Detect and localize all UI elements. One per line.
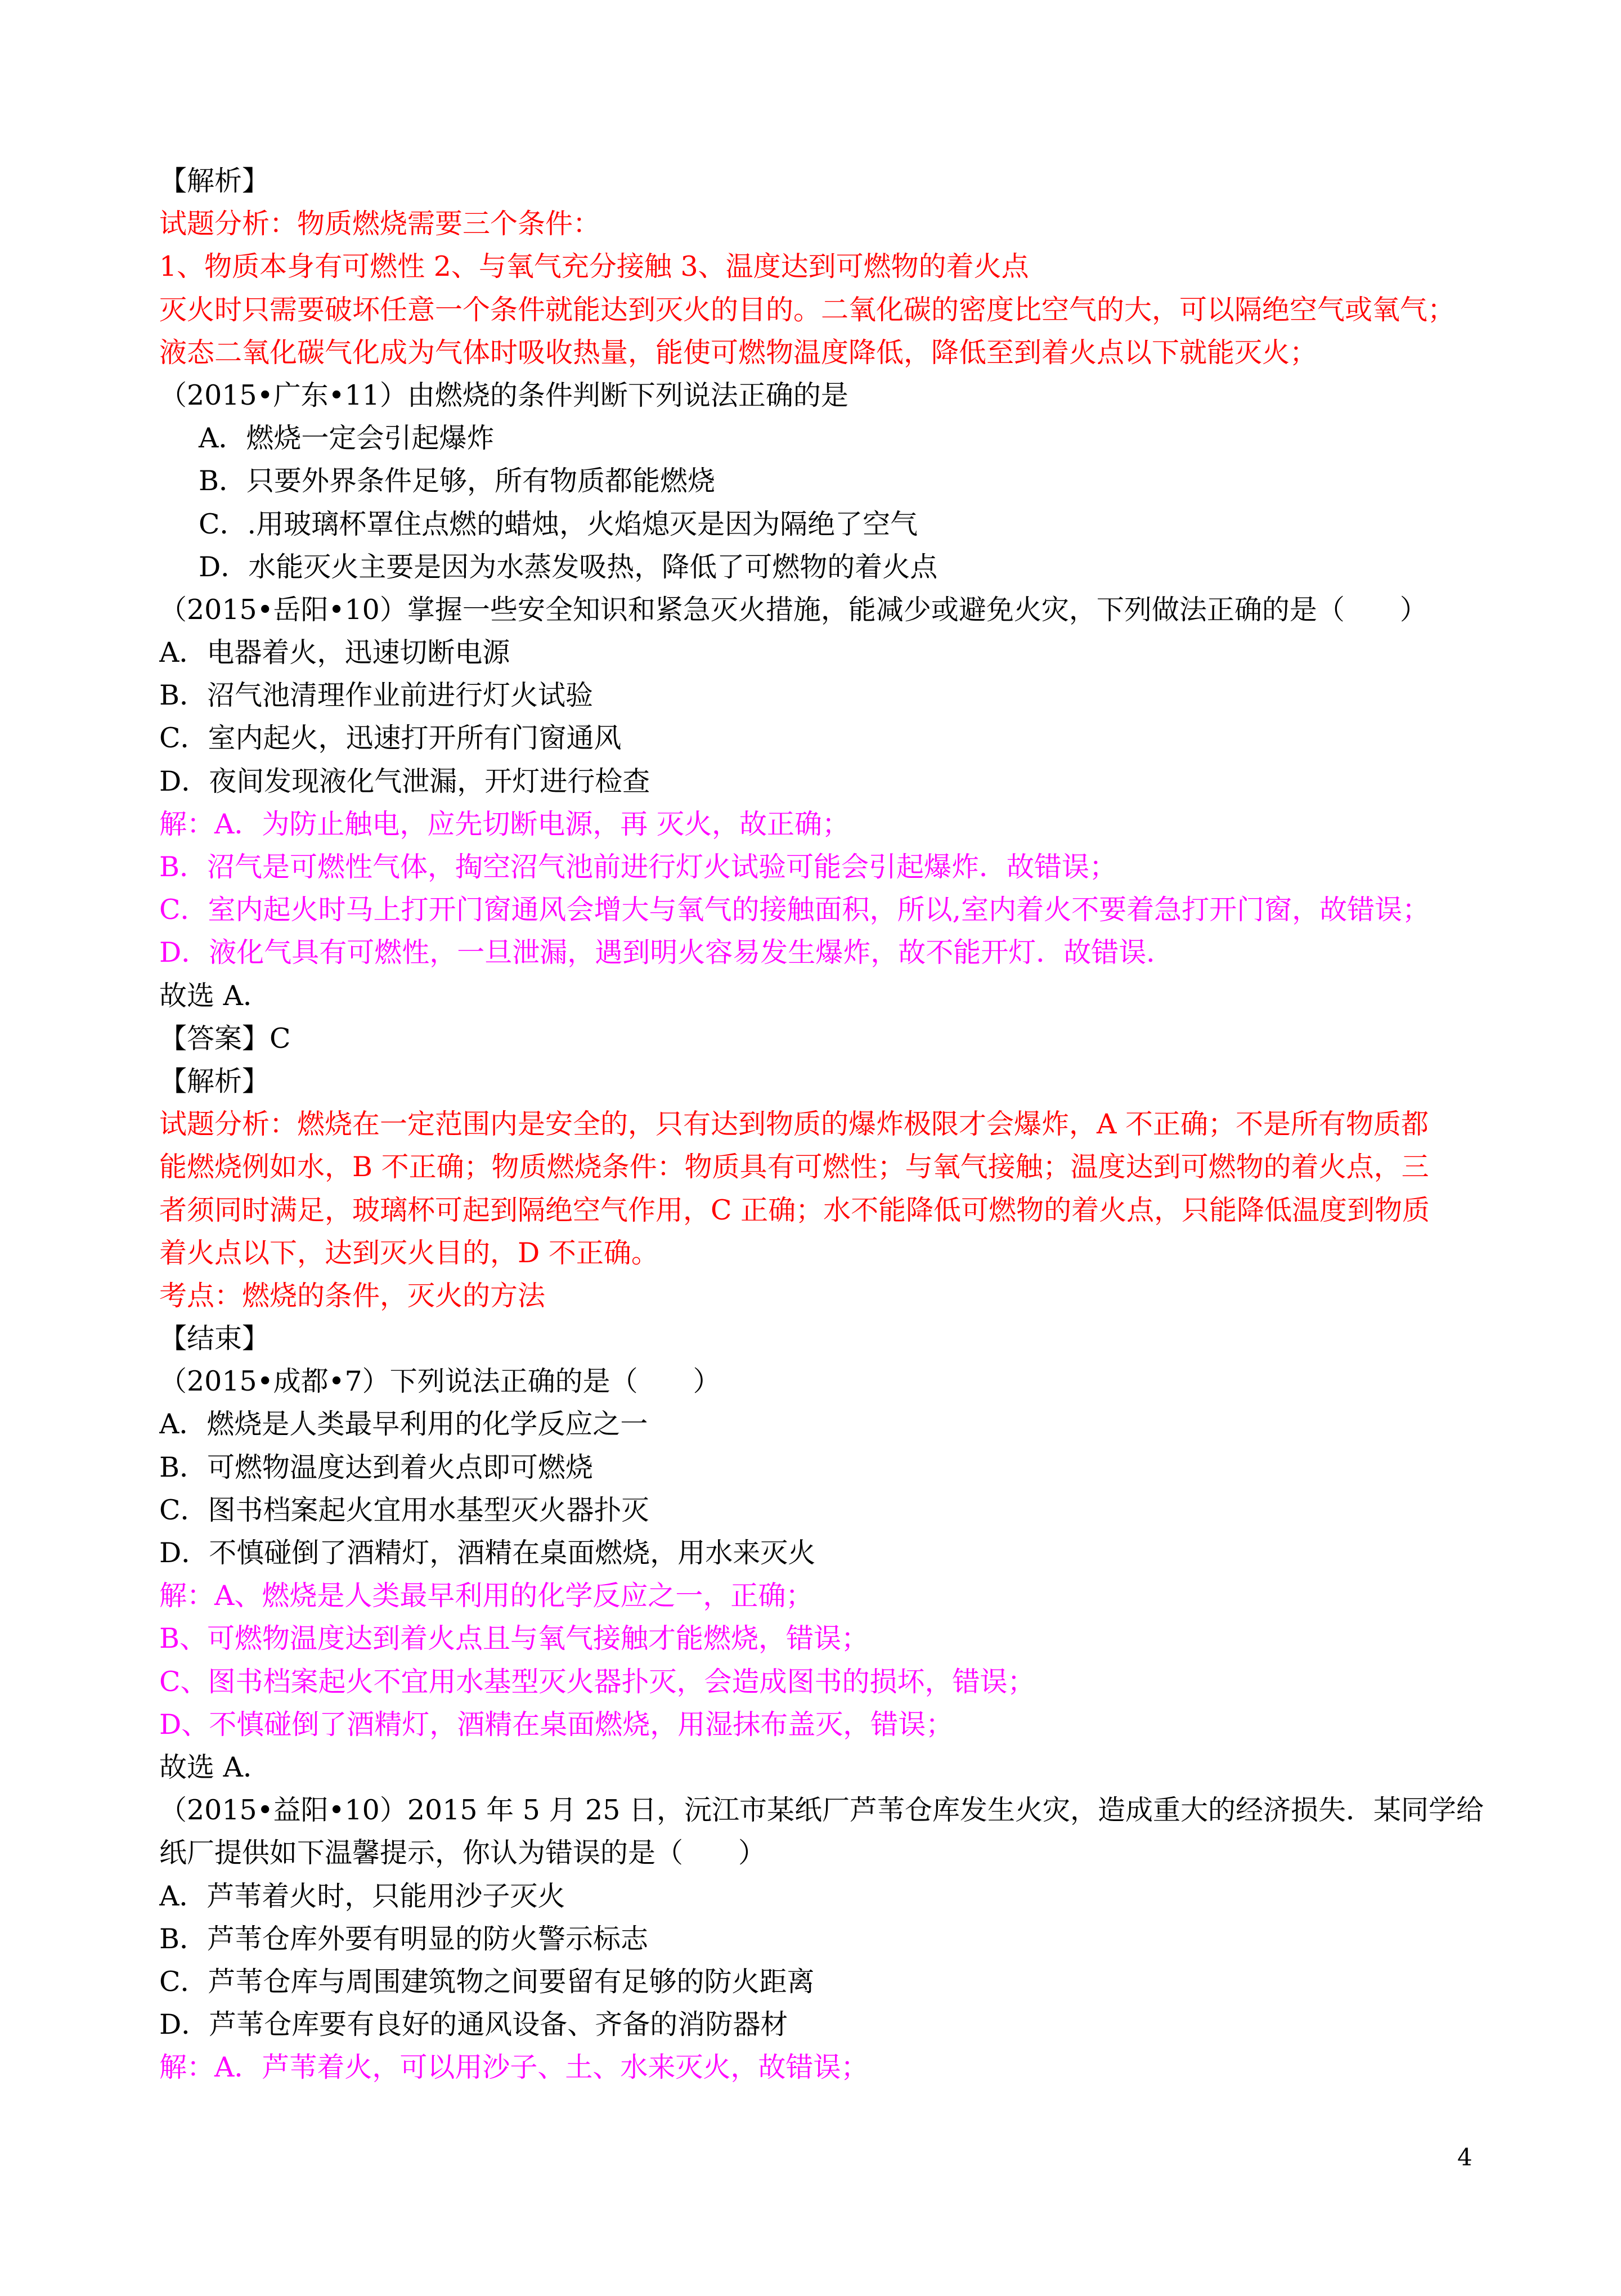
- option-c: C．芦苇仓库与周围建筑物之间要留有足够的防火距离: [159, 1965, 815, 1998]
- solution-line: D、不慎碰倒了酒精灯，酒精在桌面燃烧，用湿抹布盖灭，错误；: [159, 1708, 954, 1741]
- final-choice: 故选 A．: [159, 1751, 271, 1783]
- analysis-line: 试题分析：燃烧在一定范围内是安全的，只有达到物质的爆炸极限才会爆炸，A 不正确；不是所有物质都: [159, 1108, 1429, 1141]
- page-number: 4: [1457, 2143, 1472, 2171]
- final-choice: 故选 A．: [159, 979, 271, 1012]
- analysis-line: 1、物质本身有可燃性 2、与氧气充分接触 3、温度达到可燃物的着火点: [159, 250, 1029, 283]
- document-body: [159, 160, 1521, 2089]
- solution-line: C、图书档案起火不宜用水基型灭火器扑灭，会造成图书的损坏，错误；: [159, 1665, 1035, 1698]
- question-stem: （2015•岳阳•10）掌握一些安全知识和紧急灭火措施，能减少或避免火灾，下列做法正确的是（ ）: [159, 593, 1427, 626]
- option-c: C．.用玻璃杯罩住点燃的蜡烛，火焰熄灭是因为隔绝了空气: [199, 508, 918, 540]
- end-marker: 【结束】: [159, 1322, 270, 1355]
- analysis-line: 灭火时只需要破坏任意一个条件就能达到灭火的目的。二氧化碳的密度比空气的大，可以隔绝空气或氧气；: [159, 293, 1456, 326]
- solution-line: B、可燃物温度达到着火点且与氧气接触才能燃烧，错误；: [159, 1622, 869, 1655]
- analysis-line: 能燃烧例如水，B 不正确；物质燃烧条件：物质具有可燃性；与氧气接触；温度达到可燃物的着火点，三: [159, 1151, 1429, 1183]
- analysis-line: 试题分析：物质燃烧需要三个条件：: [159, 208, 601, 240]
- solution-line: 解：A．为防止触电，应先切断电源，再 灭火，故正确；: [159, 808, 850, 840]
- option-d: D．不慎碰倒了酒精灯，酒精在桌面燃烧，用水来灭火: [159, 1537, 816, 1569]
- option-b: B．可燃物温度达到着火点即可燃烧: [159, 1451, 594, 1483]
- option-a: A．燃烧是人类最早利用的化学反应之一: [159, 1408, 648, 1441]
- topic-line: 考点：燃烧的条件，灭火的方法: [159, 1279, 546, 1312]
- question-stem: （2015•广东•11）由燃烧的条件判断下列说法正确的是: [159, 379, 848, 411]
- analysis-line: 着火点以下，达到灭火目的，D 不正确。: [159, 1236, 659, 1269]
- analysis-heading: 【解析】: [159, 1065, 270, 1097]
- option-a: A．芦苇着火时，只能用沙子灭火: [159, 1880, 565, 1912]
- analysis-line: 液态二氧化碳气化成为气体时吸收热量，能使可燃物温度降低，降低至到着火点以下就能灭火；: [159, 336, 1318, 369]
- option-b: B．芦苇仓库外要有明显的防火警示标志: [159, 1922, 649, 1955]
- solution-line: C．室内起火时马上打开门窗通风会增大与氧气的接触面积，所以,室内着火不要着急打开门窗，故错误；: [159, 894, 1430, 926]
- question-stem: 纸厂提供如下温馨提示，你认为错误的是（ ）: [159, 1837, 766, 1869]
- analysis-heading: 【解析】: [159, 165, 270, 197]
- option-d: D．芦苇仓库要有良好的通风设备、齐备的消防器材: [159, 2008, 788, 2041]
- question-stem: （2015•益阳•10）2015 年 5 月 25 日，沅江市某纸厂芦苇仓库发生火灾，造成重大的经济损失．某同学给: [159, 1794, 1484, 1827]
- option-b: B．只要外界条件足够，所有物质都能燃烧: [199, 465, 716, 497]
- option-a: A．燃烧一定会引起爆炸: [199, 422, 495, 455]
- solution-line: 解：A．芦苇着火，可以用沙子、土、水来灭火，故错误；: [159, 2051, 869, 2084]
- solution-line: 解：A、燃烧是人类最早利用的化学反应之一，正确；: [159, 1580, 814, 1612]
- option-d: D．夜间发现液化气泄漏，开灯进行检查: [159, 765, 650, 797]
- question-stem: （2015•成都•7）下列说法正确的是（ ）: [159, 1365, 721, 1398]
- option-d: D．水能灭火主要是因为水蒸发吸热，降低了可燃物的着火点: [199, 550, 938, 583]
- analysis-line: 者须同时满足，玻璃杯可起到隔绝空气作用，C 正确；水不能降低可燃物的着火点，只能降低温度到物质: [159, 1194, 1430, 1226]
- solution-line: B．沼气是可燃性气体，掏空沼气池前进行灯火试验可能会引起爆炸．故错误；: [159, 851, 1117, 883]
- option-c: C．室内起火，迅速打开所有门窗通风: [159, 722, 622, 755]
- option-c: C．图书档案起火宜用水基型灭火器扑灭: [159, 1494, 649, 1526]
- option-b: B．沼气池清理作业前进行灯火试验: [159, 679, 594, 712]
- answer-label: 【答案】C: [159, 1022, 291, 1055]
- option-a: A．电器着火，迅速切断电源: [159, 636, 510, 669]
- solution-line: D．液化气具有可燃性，一旦泄漏，遇到明火容易发生爆炸，故不能开灯．故错误．: [159, 936, 1174, 969]
